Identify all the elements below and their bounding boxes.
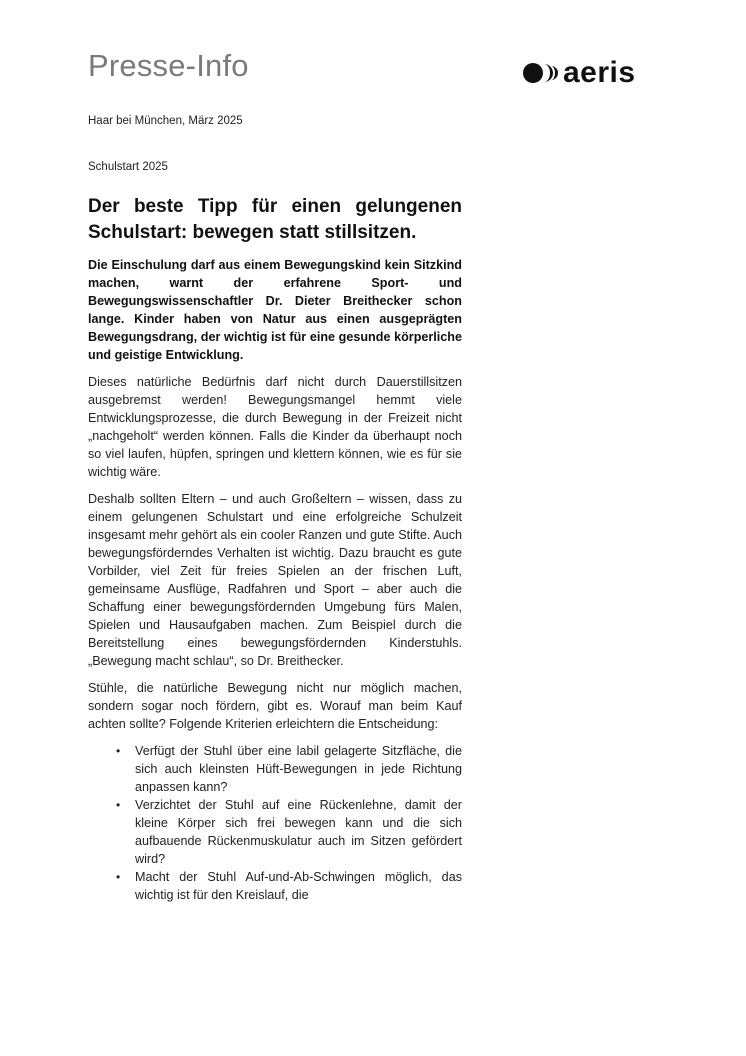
location-date: Haar bei München, März 2025 xyxy=(88,115,243,127)
criteria-list xyxy=(88,742,462,904)
lead-paragraph: Die Einschulung darf aus einem Bewegungskind kein Sitzkind machen, warnt der erfahrene Sport- und Bewegungswissenschaftler Dr. Dieter Breithecker schon lange. Kinder haben von Natur aus einen ausgeprägten Bewegungsdrang, der wichtig ist für eine gesunde körperliche und geistige Entwicklung. xyxy=(88,258,462,362)
brand-logo xyxy=(522,58,636,88)
criteria-text: Verzichtet der Stuhl auf eine Rückenlehne, damit der kleine Körper sich frei bewegen kann und die sich aufbauende Rückenmuskulatur auch im Sitzen gefördert wird? xyxy=(135,798,462,866)
list-item xyxy=(116,868,462,904)
headline: Der beste Tipp für einen gelungenen Schulstart: bewegen statt stillsitzen. xyxy=(88,196,462,243)
article-body xyxy=(88,194,462,904)
aeris-logo-icon xyxy=(522,62,558,84)
criteria-text: Verfügt der Stuhl über eine labil gelagerte Sitzfläche, die sich auch kleinsten Hüft-Bewegungen in jede Richtung anpassen kann? xyxy=(135,744,462,794)
list-item xyxy=(116,796,462,868)
criteria-text: Macht der Stuhl Auf-und-Ab-Schwingen möglich, das wichtig ist für den Kreislauf, die xyxy=(135,870,462,902)
bullet-icon: • xyxy=(116,744,121,758)
logo-wordmark: aeris xyxy=(563,56,636,89)
list-item xyxy=(116,742,462,796)
body-paragraph-1: Dieses natürliche Bedürfnis darf nicht durch Dauerstillsitzen ausgebremst werden! Bewegungsmangel hemmt viele Entwicklungsprozesse, die durch Bewegung in der Freizeit nicht „nachgeholt“ werden können. Falls die Kinder da überhaupt noch so viel laufen, hüpfen, springen und klettern können, wie es für sie wichtig wäre. xyxy=(88,375,462,479)
body-paragraph-3: Stühle, die natürliche Bewegung nicht nur möglich machen, sondern sogar noch fördern, gibt es. Worauf man beim Kauf achten sollte? Folgende Kriterien erleichtern die Entscheidung: xyxy=(88,681,462,731)
body-paragraph-2: Deshalb sollten Eltern – und auch Großeltern – wissen, dass zu einem gelungenen Schulstart und eine erfolgreiche Schulzeit insgesamt mehr gehört als ein cooler Ranzen und gute Stifte. Auch bewegungsförderndes Verhalten ist wichtig. Dazu braucht es gute Vorbilder, viel Zeit für freies Spielen an der frischen Luft, gemeinsame Ausflüge, Radfahren und Sport – aber auch die Schaffung einer bewegungsfördernden Umgebung fürs Malen, Spielen und Hausaufgaben machen. Zum Beispiel durch die Bereitstellung eines bewegungsfördernden Kinderstuhls. „Bewegung macht schlau“, so Dr. Breithecker. xyxy=(88,492,462,668)
bullet-icon: • xyxy=(116,870,121,884)
page-title: Presse-Info xyxy=(88,48,249,83)
bullet-icon: • xyxy=(116,798,121,812)
topic-label: Schulstart 2025 xyxy=(88,161,168,173)
